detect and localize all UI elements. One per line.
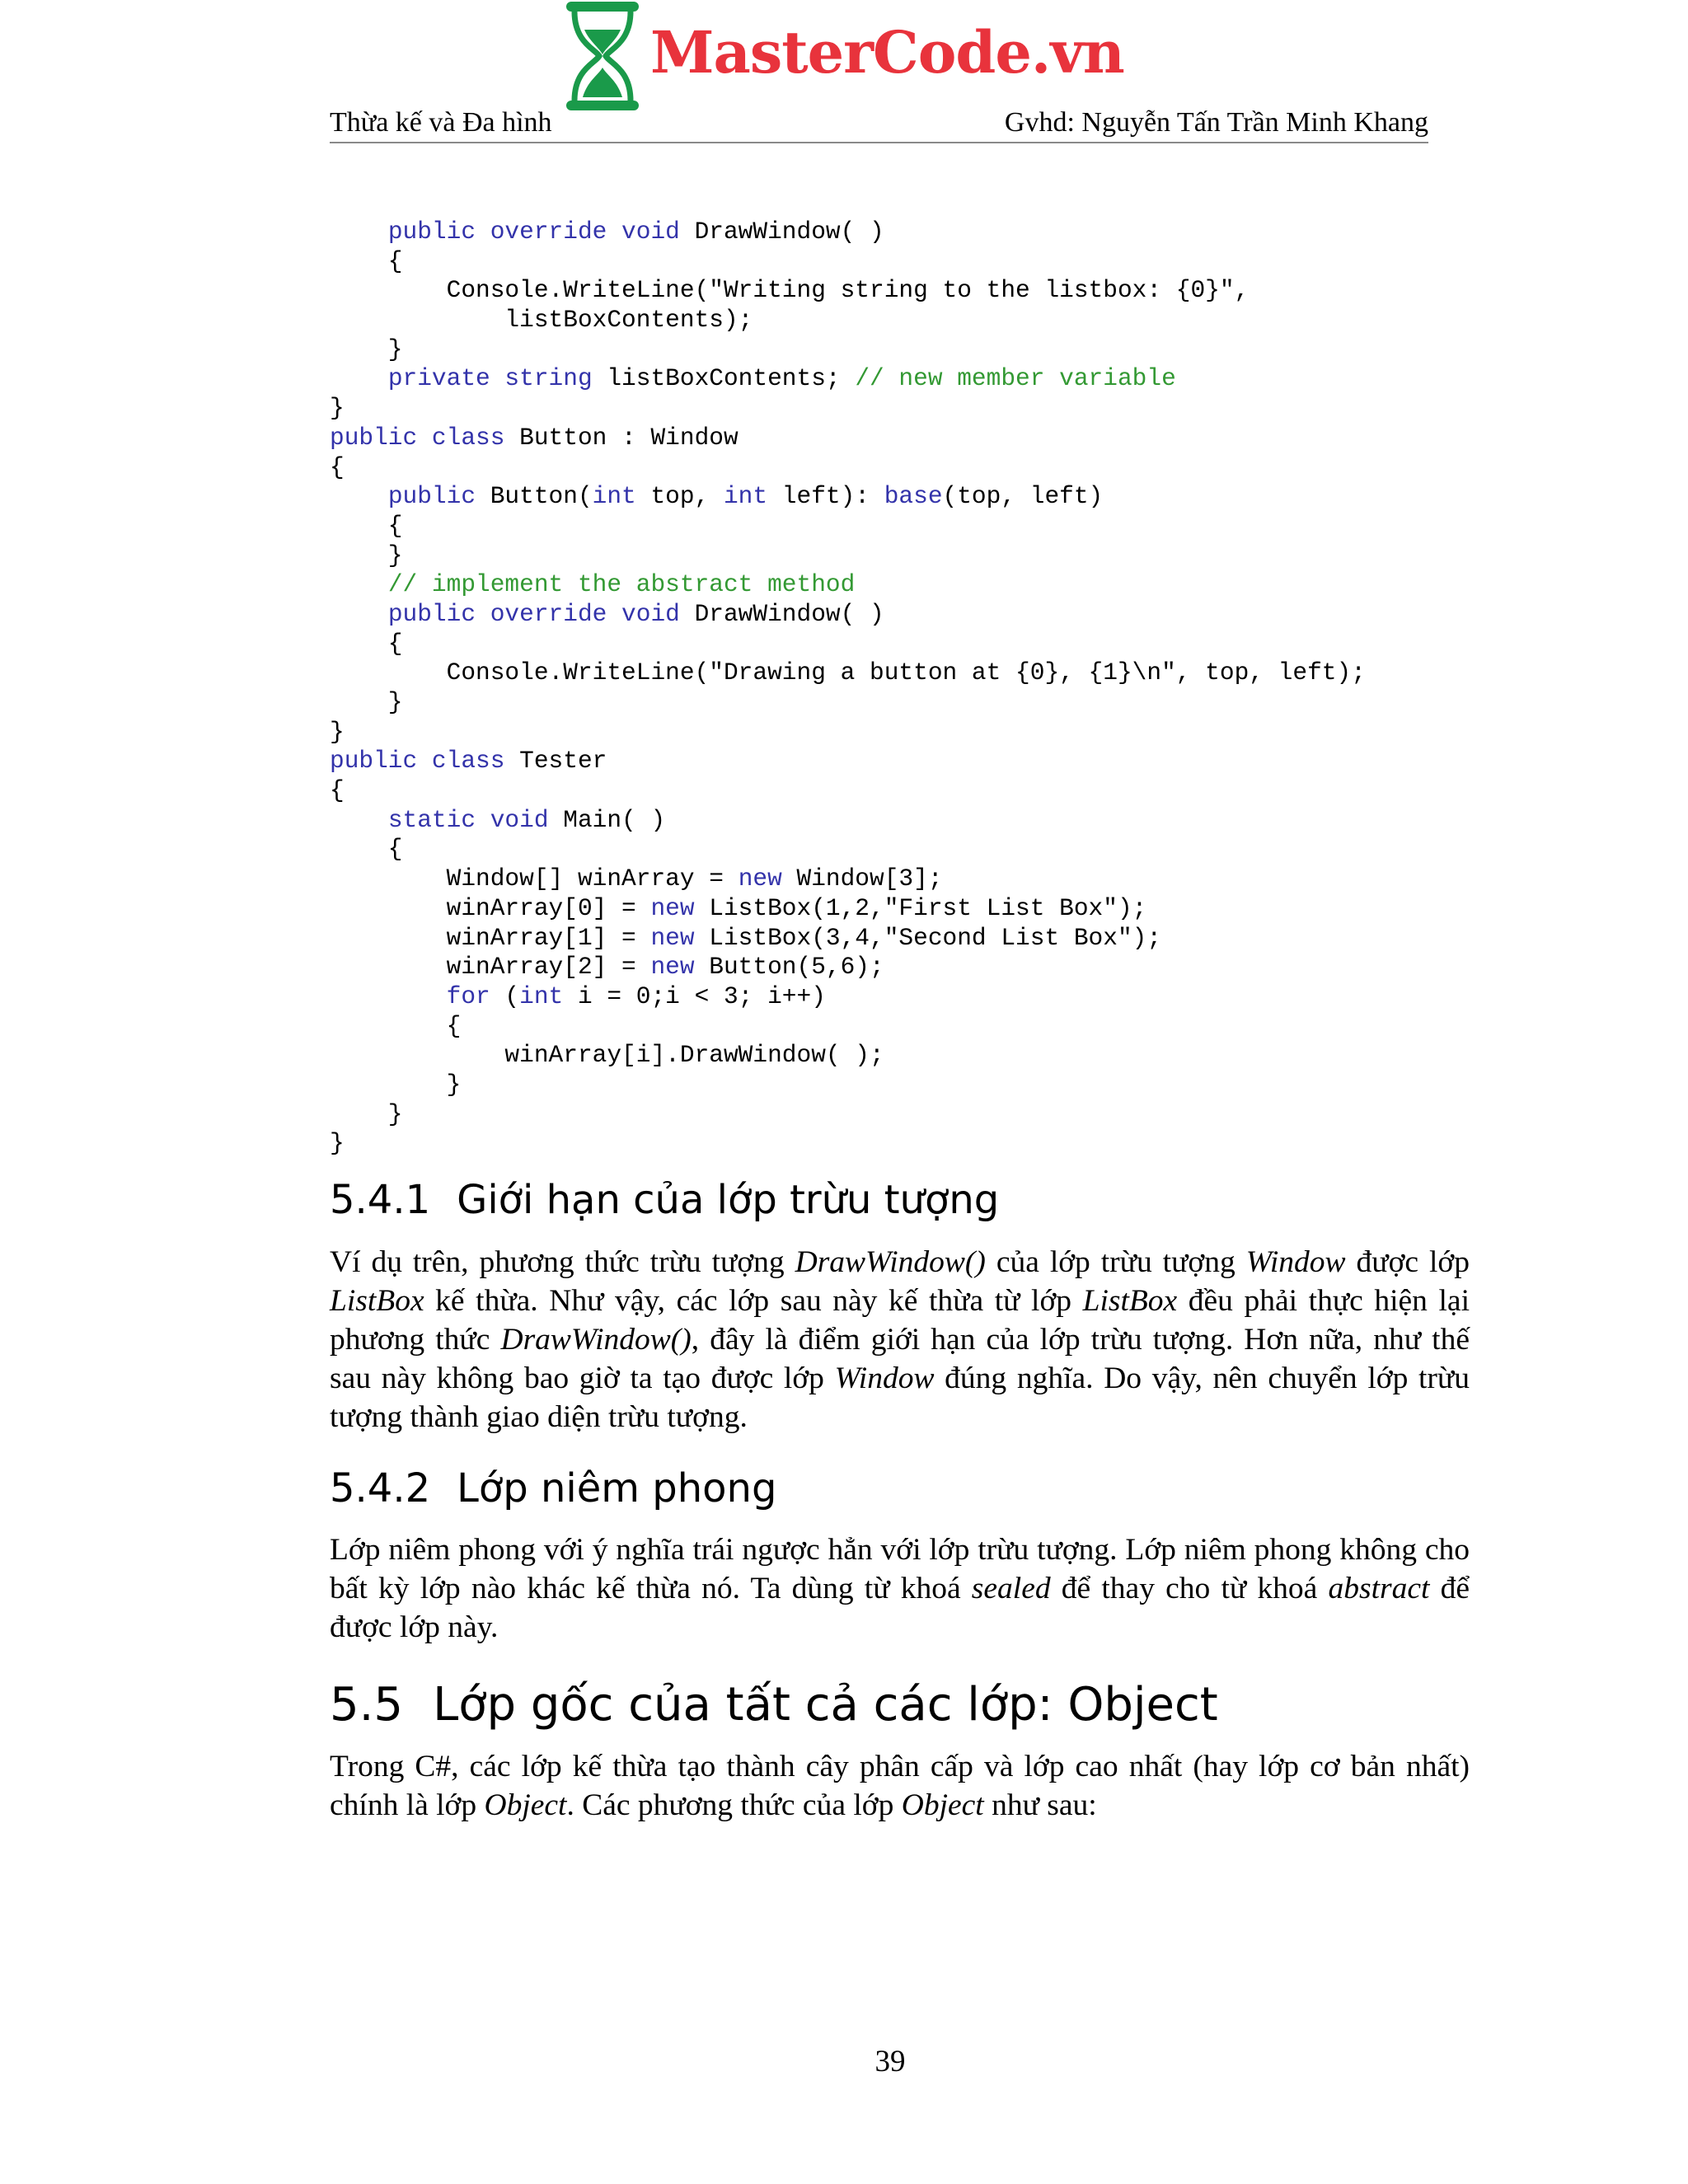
site-logo [563,0,1156,114]
section-heading-5-5: 5.5 Lớp gốc của tất cả các lớp: Object [330,1678,1218,1732]
text-run: kế thừa. Như vậy, các lớp sau này kế thừa từ lớp [424,1284,1083,1318]
code-line [330,924,1484,954]
code-line [330,600,1484,630]
code-keyword: new [650,953,695,982]
code-text: ( [490,982,520,1010]
code-line [330,364,1484,394]
code-line [330,247,1484,277]
code-text: } [330,1070,462,1099]
code-text: } [330,541,403,569]
text-run: , đây là điểm giới hạn của lớp trừu tượng. Hơn nữa, như thế sau này không bao giờ ta tạo được lớp [330,1323,1470,1395]
code-text: Button(5,6); [694,953,884,982]
text-run: đúng nghĩa. Do vậy, nên chuyển lớp trừu tượng thành giao diện trừu tượng. [330,1361,1470,1434]
code-text [330,806,388,834]
paragraph-5-5 [330,1747,1470,1825]
code-text [330,364,388,392]
text-run: . Các phương thức của lớp [566,1788,902,1822]
code-text [330,218,388,246]
italic-term: abstract [1328,1572,1430,1605]
code-text: { [330,452,345,481]
code-text: (top, left) [942,482,1104,511]
code-line [330,1012,1484,1042]
code-line [330,688,1484,718]
code-line [330,541,1484,571]
section-heading-5-4-2: 5.4.2 Lớp niêm phong [330,1465,777,1511]
code-keyword: for [446,982,490,1010]
instructor-name: Gvhd: Nguyễn Tấn Trần Minh Khang [1004,107,1428,138]
code-line [330,658,1484,688]
code-text: Window[3]; [781,865,943,893]
code-line [330,335,1484,365]
italic-term: DrawWindow() [500,1323,692,1357]
text-run: như sau: [983,1788,1097,1822]
code-text: } [330,1129,345,1158]
running-header [330,107,1428,143]
section-heading-5-4-1: 5.4.1 Giới hạn của lớp trừu tượng [330,1177,1000,1223]
code-keyword: base [884,482,943,511]
text-run: để được lớp này. [330,1572,1470,1644]
code-line [330,570,1484,600]
italic-term: DrawWindow() [795,1245,986,1279]
code-text: winArray[0] = [330,893,651,922]
code-line [330,953,1484,982]
code-text: Button : Window [504,423,738,452]
code-text: DrawWindow( ) [679,218,884,246]
code-text: Console.WriteLine("Drawing a button at {0}, {1}\n", top, left); [330,658,1366,687]
code-text [330,600,388,628]
code-line [330,1071,1484,1100]
code-line [330,1100,1484,1130]
code-text: left): [767,482,884,511]
code-text: listBoxContents); [330,306,753,335]
code-text: winArray[1] = [330,923,651,952]
code-text: } [330,335,403,363]
code-line [330,776,1484,806]
page-number: 39 [874,2045,906,2079]
code-line [330,512,1484,541]
code-text: i = 0;i < 3; i++) [563,982,826,1010]
text-run: Trong C#, các lớp kế thừa tạo thành cây phân cấp và lớp cao nhất (hay lớp cơ bản nhất) chính là lớp [330,1750,1470,1822]
code-block [330,218,1484,1159]
code-text: Tester [504,747,607,776]
italic-term: Object [901,1788,984,1822]
text-run: được lớp [1345,1245,1470,1279]
code-text [330,570,388,598]
code-line [330,747,1484,776]
code-text: } [330,394,345,423]
code-line [330,306,1484,335]
code-text [330,982,447,1010]
code-text: { [330,1011,462,1040]
italic-term: sealed [971,1572,1051,1605]
code-keyword: int [519,982,564,1010]
code-text: } [330,688,403,716]
hourglass-icon [563,0,642,112]
code-text: ListBox(1,2,"First List Box"); [694,893,1147,922]
code-line [330,276,1484,306]
code-keyword: int [723,482,768,511]
code-line [330,835,1484,865]
chapter-title: Thừa kế và Đa hình [330,107,552,138]
italic-term: Window [1245,1245,1346,1279]
code-line [330,424,1484,453]
code-text: Window[] winArray = [330,865,738,893]
code-text: listBoxContents; [592,364,856,393]
logo-text: MasterCode.vn [650,18,1124,87]
code-text: { [330,511,403,540]
code-text: Button( [476,482,593,511]
italic-term: Object [484,1788,567,1822]
italic-term: Window [834,1361,935,1395]
code-line [330,1041,1484,1071]
code-keyword: new [650,893,695,922]
code-text: winArray[2] = [330,953,651,982]
code-keyword: public override void [387,218,680,246]
code-keyword: new [738,865,782,893]
code-text: Main( ) [548,805,666,834]
code-keyword: int [592,482,636,511]
code-line [330,482,1484,512]
code-keyword: public class [330,423,505,452]
code-text: } [330,1099,403,1128]
code-text: { [330,835,403,864]
code-keyword: private string [387,364,593,393]
paragraph-5-4-1 [330,1243,1470,1436]
code-text: { [330,776,345,805]
code-line [330,218,1484,247]
code-keyword: public class [330,747,505,776]
code-keyword: static void [387,805,549,834]
code-line [330,718,1484,748]
text-run: đều phải thực hiện lại phương thức [330,1284,1470,1357]
code-keyword: public override void [387,599,680,628]
code-text: { [330,246,403,275]
italic-term: ListBox [1082,1284,1178,1318]
code-text: ListBox(3,4,"Second List Box"); [694,923,1162,952]
text-run: Ví dụ trên, phương thức trừu tượng [330,1245,795,1279]
code-text: } [330,717,345,746]
code-line [330,1129,1484,1159]
code-line [330,453,1484,483]
code-text: DrawWindow( ) [679,599,884,628]
code-line [330,982,1484,1012]
code-line [330,394,1484,424]
code-keyword: new [650,923,695,952]
code-keyword: public [387,482,476,511]
code-line [330,630,1484,659]
code-comment: // implement the abstract method [387,570,856,599]
code-line [330,806,1484,836]
paragraph-5-4-2 [330,1530,1470,1647]
code-text: top, [635,482,724,511]
text-run: Lớp niêm phong với ý nghĩa trái ngược hẳn với lớp trừu tượng. Lớp niêm phong không cho bất kỳ lớp nào khác kế thừa nó. Ta dùng từ khoá [330,1533,1470,1605]
code-text [330,482,388,510]
code-text: Console.WriteLine("Writing string to the listbox: {0}", [330,276,1250,305]
code-comment: // new member variable [855,364,1176,393]
text-run: để thay cho từ khoá [1050,1572,1329,1605]
code-line [330,894,1484,924]
text-run: của lớp trừu tượng [985,1245,1246,1279]
code-text: winArray[i].DrawWindow( ); [330,1041,884,1070]
code-text: { [330,629,403,658]
italic-term: ListBox [330,1284,424,1318]
code-line [330,865,1484,894]
